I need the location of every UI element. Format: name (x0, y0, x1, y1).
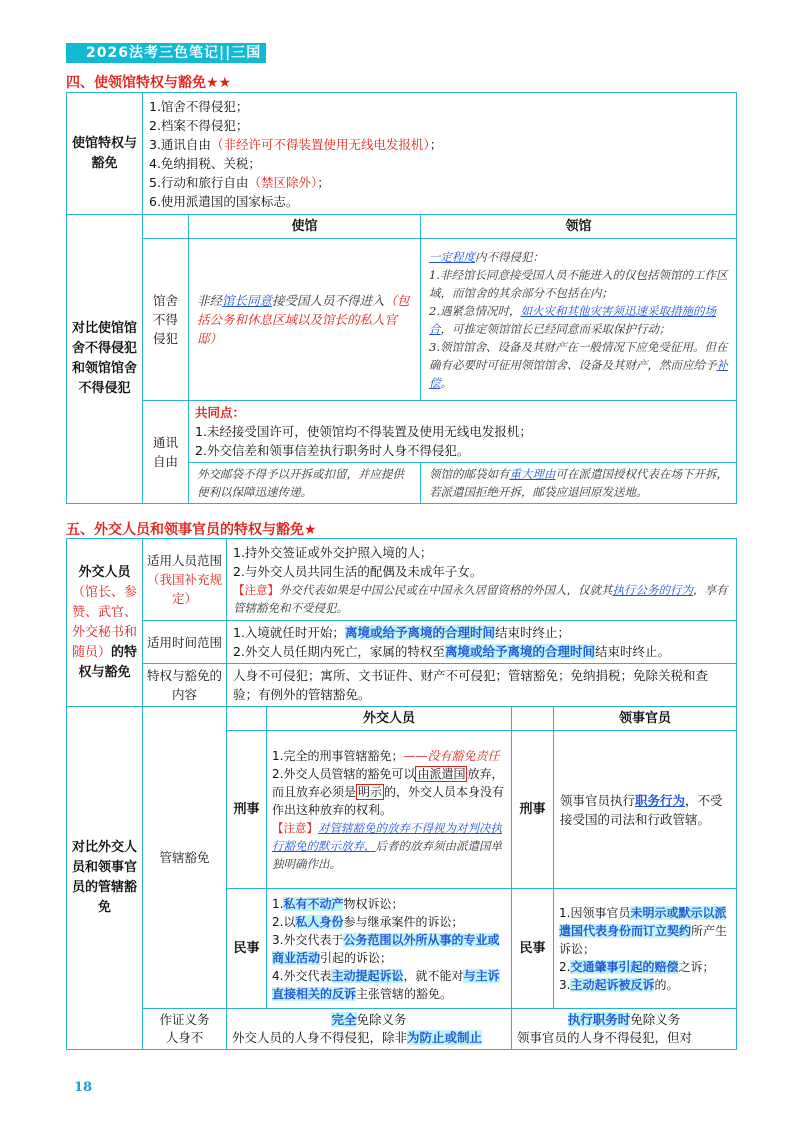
diplomat-privilege-label: 外交人员（馆长、参赞、武官、外交秘书和随员）的特权与豁免 (67, 539, 143, 707)
col-consulate-header: 领馆 (421, 215, 737, 239)
civil-label-con: 民事 (512, 889, 554, 1009)
col-embassy-header: 使馆 (189, 215, 421, 239)
embassy-privilege-list: 1.馆舍不得侵犯； 2.档案不得侵犯； 3.通讯自由（非经许可不得装置使用无线电发报机）； 4.免纳捐税、关税； 5.行动和旅行自由（禁区除外）； 6.使用派遣国的国家标志。 (143, 93, 737, 215)
common-points: 共同点： 1.未经接受国许可，使领馆均不得装置及使用无线电发报机； 2.外交信差和领事信差执行职务时人身不得侵犯。 (189, 401, 737, 463)
compare-premises-label: 对比使馆馆舍不得侵犯和领馆馆舍不得侵犯 (67, 215, 143, 504)
jurisdiction-label: 管辖豁免 (143, 707, 227, 1009)
page-number: 18 (74, 1080, 93, 1095)
embassy-premises-text: 非经馆长同意接受国人员不得进入（包括公务和休息区域以及馆长的私人官邸） (189, 239, 421, 401)
premises-label: 馆舍不得侵犯 (143, 239, 189, 401)
communication-label: 通讯自由 (143, 401, 189, 504)
diplomat-witness-text: 完全免除义务 外交人员的人身不得侵犯，除非为防止或制止 (227, 1009, 512, 1050)
page-header-title: 2026法考三色笔记||三国 (66, 43, 266, 63)
section4-table (66, 92, 737, 504)
diplomat-civil-text: 1.私有不动产物权诉讼； 2.以私人身份参与继承案件的诉讼； 3.外交代表于公务范围以外所从事的专业或商业活动引起的诉讼； 4.外交代表主动提起诉讼，就不能对与主诉直接相关的反诉主张管辖的豁免。 (267, 889, 512, 1009)
embassy-privilege-label: 使馆特权与豁免 (67, 93, 143, 215)
content-text: 人身不可侵犯；寓所、文书证件、财产不可侵犯；管辖豁免；免纳捐税；免除关税和查验；有例外的管辖豁免。 (227, 664, 737, 707)
embassy-mail-text: 外交邮袋不得予以开拆或扣留，并应提供便利以保障迅速传递。 (189, 463, 421, 504)
consulate-premises-text: 一定程度内不得侵犯： 1.非经馆长同意接受国人员不能进入的仅包括领馆的工作区域，而馆舍的其余部分不包括在内； 2.遇紧急情况时，如火灾和其他灾害须迅速采取措施的场合，可推定领馆馆长已经同意而采取保护行动； 3.领馆馆舍、设备及其财产在一般情况下应免受征用。但在确有必要时可征用领馆馆舍、设备及其财产，然而应给予补偿。 (421, 239, 737, 401)
consulate-mail-text: 领馆的邮袋如有重大理由可在派遣国授权代表在场下开拆，若派遣国拒绝开拆，邮袋应退回原发送地。 (421, 463, 737, 504)
section5-heading: 五、外交人员和领事官员的特权与豁免★ (66, 522, 317, 538)
consul-criminal-text: 领事官员执行职务行为，不受接受国的司法和行政管辖。 (554, 731, 737, 889)
diplomat-criminal-text: 1.完全的刑事管辖豁免；——没有豁免责任 2.外交人员管辖的豁免可以 由派遣国 放弃，而且放弃必须是 明示 的，外交人员本身没有作出这种放弃的权利。 【注意】对管辖豁免的放弃不得视为对判决执行豁免的默示放弃，后者的放弃须由派遣国单独明确作出。 (267, 731, 512, 889)
section4-heading: 四、使领馆特权与豁免★★ (66, 75, 232, 91)
col-consul-header: 领事官员 (554, 707, 737, 731)
scope-time-text: 1.入境就任时开始；离境或给予离境的合理时间结束时终止； 2.外交人员任期内死亡，家属的特权至离境或给予离境的合理时间结束时终止。 (227, 621, 737, 664)
criminal-label-dip: 刑事 (227, 731, 267, 889)
consul-witness-text: 执行职务时免除义务 领事官员的人身不得侵犯，但对 (512, 1009, 737, 1050)
col-diplomat-header: 外交人员 (267, 707, 512, 731)
criminal-label-con: 刑事 (512, 731, 554, 889)
scope-person-text: 1.持外交签证或外交护照入境的人； 2.与外交人员共同生活的配偶及未成年子女。 【注意】外交代表如果是中国公民或在中国永久居留资格的外国人，仅就其执行公务的行为，享有管辖豁免和不受侵犯。 (227, 539, 737, 621)
witness-label: 作证义务 人身不 (143, 1009, 227, 1050)
content-label: 特权与豁免的内容 (143, 664, 227, 707)
consul-civil-text: 1.因领事官员未明示或默示以派遣国代表身份而订立契约所产生诉讼； 2.交通肇事引起的赔偿之诉； 3.主动起诉被反诉的。 (554, 889, 737, 1009)
scope-person-label: 适用人员范围（我国补充规定） (143, 539, 227, 621)
scope-time-label: 适用时间范围 (143, 621, 227, 664)
civil-label-dip: 民事 (227, 889, 267, 1009)
section5-table (66, 538, 737, 1050)
jurisdiction-compare-label: 对比外交人员和领事官员的管辖豁免 (67, 707, 143, 1050)
